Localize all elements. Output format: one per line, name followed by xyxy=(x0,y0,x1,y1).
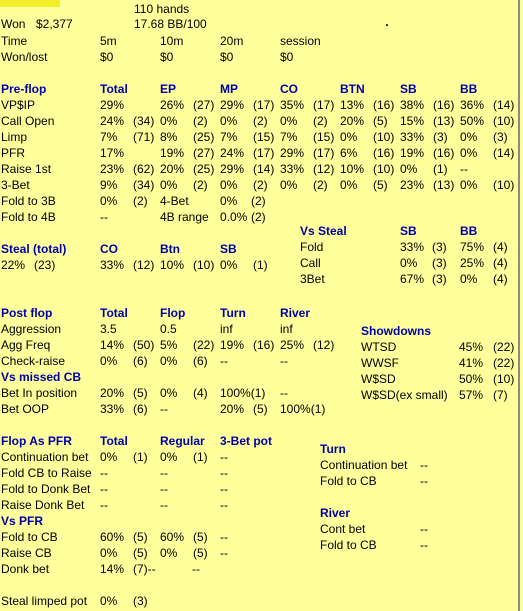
flop-pfr-3bet-value: -- xyxy=(220,498,228,512)
steal-co-value: 33% xyxy=(100,258,125,272)
steal-col-co: CO xyxy=(100,242,118,256)
preflop-title: Pre-flop xyxy=(1,82,47,96)
flop-pfr-col-regular: Regular xyxy=(160,434,205,448)
preflop-ep-value: 0% xyxy=(160,114,178,128)
steal-col-sb: SB xyxy=(220,242,237,256)
preflop-mp-value: 0% xyxy=(220,178,238,192)
vs-steal-row-label: 3Bet xyxy=(300,272,325,286)
steal-limped-count: (3) xyxy=(133,594,148,608)
vs-pfr-regular-value: 0% xyxy=(160,546,178,560)
preflop-btn-count: (16) xyxy=(373,146,395,160)
preflop-row-label: Call Open xyxy=(1,114,55,128)
steal-total-value: 22% xyxy=(1,258,26,272)
flop-pfr-regular-value: 0% xyxy=(160,450,178,464)
preflop-sb-value: 38% xyxy=(400,98,425,112)
preflop-ep-value: 26% xyxy=(160,98,185,112)
showdown-value: 45% xyxy=(459,340,484,354)
vs-steal-title: Vs Steal xyxy=(300,224,347,238)
bet-oop-river: 100%(1) xyxy=(280,402,326,416)
vs-steal-row-label: Call xyxy=(300,256,321,270)
vs-steal-sb-value: 67% xyxy=(400,272,425,286)
agg-freq-turn-count: (16) xyxy=(253,338,275,352)
donk-bet-total-count: (7)-- xyxy=(133,562,156,576)
turn-fold-cb-value: -- xyxy=(420,474,428,488)
preflop-sb-count: (3) xyxy=(433,130,448,144)
steal-co-count: (12) xyxy=(133,258,155,272)
preflop-co-value: 7% xyxy=(280,130,298,144)
showdown-row-label: WWSF xyxy=(361,356,399,370)
vs-pfr-title: Vs PFR xyxy=(1,514,44,528)
preflop-btn-value: 0% xyxy=(340,178,358,192)
preflop-total-value: 23% xyxy=(100,162,125,176)
preflop-sb-value: 23% xyxy=(400,178,425,192)
postflop-col-river: River xyxy=(280,306,311,320)
four-bet-value: 0% xyxy=(220,194,238,208)
preflop-col-ep: EP xyxy=(160,82,177,96)
preflop-mp-count: (2) xyxy=(253,178,268,192)
showdown-row-label: WTSD xyxy=(361,340,397,354)
preflop-mp-value: 24% xyxy=(220,146,245,160)
vs-pfr-total-value: 0% xyxy=(100,546,118,560)
vs-steal-sb-value: 0% xyxy=(400,256,418,270)
preflop-ep-count: (25) xyxy=(193,130,215,144)
agg-freq-total: 14% xyxy=(100,338,125,352)
preflop-bb-count: (14) xyxy=(493,146,515,160)
postflop-col-total: Total xyxy=(100,306,128,320)
river-cb-label: Cont bet xyxy=(320,522,366,536)
bet-oop-total-count: (6) xyxy=(133,402,148,416)
bet-ip-total: 20% xyxy=(100,386,125,400)
bet-ip-flop: 0% xyxy=(160,386,178,400)
preflop-sb-value: 19% xyxy=(400,146,425,160)
agg-freq-flop: 5% xyxy=(160,338,178,352)
showdown-value: 50% xyxy=(459,372,484,386)
turn-fold-cb-label: Fold to CB xyxy=(320,474,377,488)
preflop-ep-count: (25) xyxy=(193,162,215,176)
preflop-co-count: (17) xyxy=(313,98,335,112)
check-raise-turn: -- xyxy=(220,354,228,368)
check-raise-label: Check-raise xyxy=(1,354,66,368)
preflop-bb-value: 0% xyxy=(460,178,478,192)
vs-pfr-total-value: 60% xyxy=(100,530,125,544)
preflop-co-count: (2) xyxy=(313,114,328,128)
time-col-20m: 20m xyxy=(220,34,244,48)
steal-limped-label: Steal limped pot xyxy=(1,594,88,608)
river-cb-value: -- xyxy=(420,522,428,536)
showdown-count: (7) xyxy=(493,388,508,402)
showdown-row-label: W$SD(ex small) xyxy=(361,388,448,402)
check-raise-flop: 0% xyxy=(160,354,178,368)
preflop-mp-value: 29% xyxy=(220,162,245,176)
four-bet-range-label: 4B range xyxy=(160,210,209,224)
preflop-total-count: (34) xyxy=(133,114,155,128)
preflop-ep-value: 20% xyxy=(160,162,185,176)
bet-oop-flop: -- xyxy=(160,402,168,416)
won-lost-10m: $0 xyxy=(160,50,174,64)
aggression-label: Aggression xyxy=(1,322,62,336)
preflop-ep-count: (27) xyxy=(193,98,215,112)
preflop-btn-value: 20% xyxy=(340,114,365,128)
bet-oop-turn: 20% xyxy=(220,402,245,416)
preflop-mp-count: (17) xyxy=(253,146,275,160)
vs-steal-bb-value: 0% xyxy=(460,272,478,286)
vs-steal-sb-count: (3) xyxy=(432,240,447,254)
preflop-col-bb: BB xyxy=(460,82,478,96)
flop-pfr-regular-count: (1) xyxy=(193,450,208,464)
fold-4b-value: -- xyxy=(100,210,108,224)
fold-3b-value: 0% xyxy=(100,194,118,208)
preflop-total-value: 24% xyxy=(100,114,125,128)
preflop-btn-count: (10) xyxy=(373,162,395,176)
preflop-sb-count: (13) xyxy=(433,178,455,192)
steal-title: Steal (total) xyxy=(1,242,67,256)
preflop-co-count: (12) xyxy=(313,162,335,176)
aggression-turn: inf xyxy=(220,322,233,336)
turn-cb-label: Continuation bet xyxy=(320,458,408,472)
turn-cb-value: -- xyxy=(420,458,428,472)
preflop-ep-value: 19% xyxy=(160,146,185,160)
preflop-btn-count: (5) xyxy=(373,114,388,128)
preflop-mp-value: 29% xyxy=(220,98,245,112)
flop-pfr-row-label: Raise Donk Bet xyxy=(1,498,85,512)
vs-steal-sb-count: (3) xyxy=(432,256,447,270)
time-label: Time xyxy=(1,34,28,48)
preflop-co-value: 0% xyxy=(280,178,298,192)
steal-total-count: (23) xyxy=(34,258,56,272)
stray-dot xyxy=(386,24,388,26)
selection-highlight xyxy=(0,0,60,7)
vs-pfr-row-label: Raise CB xyxy=(1,546,52,560)
showdown-count: (22) xyxy=(493,356,515,370)
vs-steal-col-bb: BB xyxy=(460,224,478,238)
four-bet-range-count: (2) xyxy=(251,210,266,224)
steal-sb-value: 0% xyxy=(220,258,238,272)
vs-pfr-regular-value: 60% xyxy=(160,530,185,544)
preflop-mp-count: (15) xyxy=(253,130,275,144)
vs-pfr-row-label: Fold to CB xyxy=(1,530,58,544)
agg-freq-turn: 19% xyxy=(220,338,245,352)
vs-pfr-total-count: (5) xyxy=(133,530,148,544)
river-title: River xyxy=(320,506,351,520)
steal-col-btn: Btn xyxy=(160,242,180,256)
won-lost-5m: $0 xyxy=(100,50,114,64)
four-bet-label: 4-Bet xyxy=(160,194,189,208)
postflop-title: Post flop xyxy=(1,306,53,320)
check-raise-river: -- xyxy=(280,354,288,368)
agg-freq-river-count: (12) xyxy=(313,338,335,352)
won-lost-label: Won/lost xyxy=(1,50,48,64)
fold-4b-label: Fold to 4B xyxy=(1,210,56,224)
fold-3b-count: (2) xyxy=(133,194,148,208)
preflop-sb-value: 15% xyxy=(400,114,425,128)
fold-3b-label: Fold to 3B xyxy=(1,194,56,208)
preflop-ep-count: (2) xyxy=(193,114,208,128)
preflop-row-label: 3-Bet xyxy=(1,178,30,192)
preflop-row-label: VP$IP xyxy=(1,98,36,112)
vs-pfr-total-count: (5) xyxy=(133,546,148,560)
won-amount: $2,377 xyxy=(36,17,73,31)
check-raise-total: 0% xyxy=(100,354,118,368)
missed-cb-title: Vs missed CB xyxy=(1,370,82,384)
flop-pfr-3bet-value: -- xyxy=(220,466,228,480)
flop-pfr-total-value: -- xyxy=(100,466,108,480)
bet-oop-turn-count: (5) xyxy=(253,402,268,416)
preflop-col-co: CO xyxy=(280,82,298,96)
won-lost-session: $0 xyxy=(280,50,294,64)
won-lost-20m: $0 xyxy=(220,50,234,64)
preflop-sb-count: (16) xyxy=(433,146,455,160)
preflop-total-value: 9% xyxy=(100,178,118,192)
preflop-co-count: (2) xyxy=(313,178,328,192)
vs-pfr-3bet-value: -- xyxy=(220,546,228,560)
preflop-btn-count: (10) xyxy=(373,130,395,144)
steal-btn-count: (10) xyxy=(193,258,215,272)
flop-pfr-col-3bet: 3-Bet pot xyxy=(220,434,272,448)
preflop-co-value: 0% xyxy=(280,114,298,128)
agg-freq-flop-count: (22) xyxy=(193,338,215,352)
vs-steal-bb-value: 25% xyxy=(460,256,485,270)
vs-steal-row-label: Fold xyxy=(300,240,324,254)
agg-freq-label: Agg Freq xyxy=(1,338,51,352)
preflop-total-count: (71) xyxy=(133,130,155,144)
aggression-flop: 0.5 xyxy=(160,322,177,336)
aggression-river: inf xyxy=(280,322,293,336)
vs-pfr-regular-count: (5) xyxy=(193,546,208,560)
vs-steal-sb-value: 33% xyxy=(400,240,425,254)
preflop-col-btn: BTN xyxy=(340,82,365,96)
showdown-value: 57% xyxy=(459,388,484,402)
donk-bet-3bet: -- xyxy=(192,562,200,576)
preflop-row-label: Limp xyxy=(1,130,28,144)
bet-ip-flop-count: (4) xyxy=(193,386,208,400)
flop-pfr-regular-value: -- xyxy=(160,482,168,496)
turn-title: Turn xyxy=(320,442,346,456)
preflop-btn-value: 10% xyxy=(340,162,365,176)
aggression-total: 3.5 xyxy=(100,322,117,336)
preflop-ep-value: 8% xyxy=(160,130,178,144)
showdown-value: 41% xyxy=(459,356,484,370)
preflop-co-count: (17) xyxy=(313,146,335,160)
preflop-bb-value: 36% xyxy=(460,98,485,112)
donk-bet-label: Donk bet xyxy=(1,562,50,576)
hands-count: 110 hands xyxy=(134,2,190,16)
four-bet-range-value: 0.0% xyxy=(220,210,248,224)
river-fold-cb-label: Fold to CB xyxy=(320,538,377,552)
preflop-bb-count: (14) xyxy=(493,98,515,112)
vs-steal-sb-count: (3) xyxy=(432,272,447,286)
preflop-mp-count: (14) xyxy=(253,162,275,176)
donk-bet-total: 14% xyxy=(100,562,125,576)
flop-pfr-3bet-value: -- xyxy=(220,450,228,464)
river-fold-cb-value: -- xyxy=(420,538,428,552)
flop-pfr-total-value: -- xyxy=(100,482,108,496)
steal-sb-count: (1) xyxy=(253,258,268,272)
postflop-col-turn: Turn xyxy=(220,306,246,320)
steal-limped-value: 0% xyxy=(100,594,118,608)
flop-pfr-regular-value: -- xyxy=(160,498,168,512)
preflop-bb-value: -- xyxy=(460,162,468,176)
preflop-mp-count: (17) xyxy=(253,98,275,112)
vs-pfr-regular-count: (5) xyxy=(193,530,208,544)
postflop-col-flop: Flop xyxy=(160,306,186,320)
time-col-session: session xyxy=(280,34,321,48)
preflop-total-value: 7% xyxy=(100,130,118,144)
flop-pfr-total-value: -- xyxy=(100,498,108,512)
flop-pfr-col-total: Total xyxy=(100,434,128,448)
bet-ip-river: -- xyxy=(280,386,288,400)
showdown-count: (22) xyxy=(493,340,515,354)
preflop-total-count: (62) xyxy=(133,162,155,176)
preflop-col-sb: SB xyxy=(400,82,417,96)
preflop-total-value: 29% xyxy=(100,98,125,112)
preflop-sb-value: 33% xyxy=(400,130,425,144)
four-bet-count: (2) xyxy=(251,194,266,208)
vs-steal-bb-value: 75% xyxy=(460,240,485,254)
agg-freq-total-count: (50) xyxy=(133,338,155,352)
vs-steal-bb-count: (4) xyxy=(493,272,508,286)
flop-pfr-row-label: Fold CB to Raise xyxy=(1,466,92,480)
check-raise-flop-count: (6) xyxy=(193,354,208,368)
vs-steal-bb-count: (4) xyxy=(493,256,508,270)
preflop-mp-count: (2) xyxy=(253,114,268,128)
showdown-row-label: W$SD xyxy=(361,372,396,386)
flop-pfr-total-count: (1) xyxy=(133,450,148,464)
preflop-sb-value: 0% xyxy=(400,162,418,176)
agg-freq-river: 25% xyxy=(280,338,305,352)
flop-pfr-row-label: Continuation bet xyxy=(1,450,89,464)
flop-pfr-total-value: 0% xyxy=(100,450,118,464)
preflop-bb-count: (3) xyxy=(493,130,508,144)
preflop-btn-count: (16) xyxy=(373,98,395,112)
time-col-5m: 5m xyxy=(100,34,117,48)
preflop-co-value: 33% xyxy=(280,162,305,176)
bet-ip-turn: 100%(1) xyxy=(220,386,266,400)
preflop-col-mp: MP xyxy=(220,82,238,96)
preflop-row-label: PFR xyxy=(1,146,25,160)
preflop-sb-count: (1) xyxy=(433,162,448,176)
bb-rate: 17.68 BB/100 xyxy=(134,17,207,31)
check-raise-total-count: (6) xyxy=(133,354,148,368)
preflop-btn-count: (5) xyxy=(373,178,388,192)
preflop-total-count: (34) xyxy=(133,178,155,192)
vs-steal-bb-count: (4) xyxy=(493,240,508,254)
preflop-sb-count: (16) xyxy=(433,98,455,112)
time-col-10m: 10m xyxy=(160,34,184,48)
preflop-ep-count: (2) xyxy=(193,178,208,192)
preflop-bb-value: 0% xyxy=(460,130,478,144)
flop-pfr-regular-value: -- xyxy=(160,466,168,480)
preflop-sb-count: (13) xyxy=(433,114,455,128)
preflop-mp-value: 0% xyxy=(220,114,238,128)
flop-pfr-3bet-value: -- xyxy=(220,482,228,496)
preflop-co-value: 29% xyxy=(280,146,305,160)
preflop-btn-value: 13% xyxy=(340,98,365,112)
vs-pfr-3bet-value: -- xyxy=(220,530,228,544)
preflop-bb-count: (10) xyxy=(493,178,515,192)
vs-steal-col-sb: SB xyxy=(400,224,417,238)
preflop-mp-value: 7% xyxy=(220,130,238,144)
preflop-co-value: 35% xyxy=(280,98,305,112)
showdown-count: (10) xyxy=(493,372,515,386)
preflop-bb-value: 0% xyxy=(460,146,478,160)
bet-oop-label: Bet OOP xyxy=(1,402,50,416)
preflop-bb-value: 50% xyxy=(460,114,485,128)
preflop-ep-value: 0% xyxy=(160,178,178,192)
bet-ip-total-count: (5) xyxy=(133,386,148,400)
showdowns-title: Showdowns xyxy=(361,324,431,338)
preflop-total-value: 17% xyxy=(100,146,125,160)
flop-pfr-row-label: Fold to Donk Bet xyxy=(1,482,91,496)
preflop-col-total: Total xyxy=(100,82,128,96)
bet-ip-label: Bet In position xyxy=(1,386,78,400)
won-label: Won xyxy=(1,17,26,31)
preflop-btn-value: 0% xyxy=(340,130,358,144)
preflop-co-count: (15) xyxy=(313,130,335,144)
preflop-row-label: Raise 1st xyxy=(1,162,52,176)
steal-btn-value: 10% xyxy=(160,258,185,272)
bet-oop-total: 33% xyxy=(100,402,125,416)
preflop-bb-count: (10) xyxy=(493,114,515,128)
flop-pfr-title: Flop As PFR xyxy=(1,434,72,448)
preflop-btn-value: 6% xyxy=(340,146,358,160)
preflop-ep-count: (27) xyxy=(193,146,215,160)
